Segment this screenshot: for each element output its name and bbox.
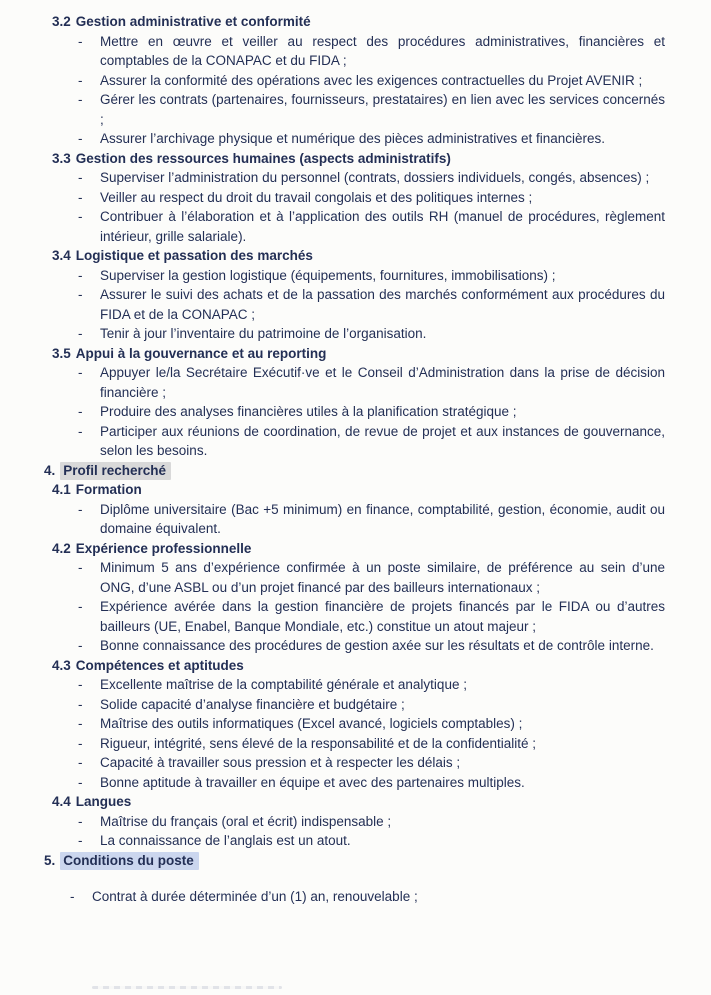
bullet-list — [78, 675, 665, 792]
bullet-dash-marker: - — [78, 638, 83, 653]
bullet-dash-marker: - — [78, 677, 83, 692]
section-title: Appui à la gouvernance et au reporting — [75, 345, 327, 361]
section-number: 4.3 — [52, 657, 71, 673]
section-title: Gestion des ressources humaines (aspects administratifs) — [75, 150, 451, 166]
section-number: 3.3 — [52, 150, 71, 166]
section-number: 5. — [44, 852, 56, 868]
document-section — [52, 149, 665, 247]
section-number: 4.1 — [52, 482, 71, 497]
bullet-item — [78, 402, 665, 422]
bullet-item — [78, 32, 665, 71]
bullet-item — [78, 129, 665, 149]
document-section — [52, 656, 665, 793]
bullet-text: Minimum 5 ans d’expérience confirmée à un poste similaire, de préférence au sein d’une ONG, d’une ASBL ou d’un projet financé par des bailleurs internationaux ; — [100, 560, 665, 595]
section-number: 4. — [44, 462, 56, 478]
bullet-text: Participer aux réunions de coordination, de revue de projet et aux instances de gouvernance, selon les besoins. — [100, 423, 665, 458]
document-section — [44, 461, 665, 481]
section-heading — [52, 246, 665, 266]
bullet-text: Expérience avérée dans la gestion financière de projets financés par le FIDA ou d’autres bailleurs (UE, Enabel, Banque Mondiale, etc.) constitue un atout majeur ; — [100, 599, 665, 634]
bullet-text: Gérer les contrats (partenaires, fournisseurs, prestataires) en lien avec les services concernés ; — [100, 92, 665, 127]
bullet-list — [78, 363, 665, 461]
bullet-dash-marker: - — [78, 501, 83, 517]
section-title: Langues — [75, 794, 132, 809]
document-section — [52, 480, 665, 539]
bullet-text: Assurer le suivi des achats et de la passation des marchés conformément aux procédures du FIDA et de la CONAPAC ; — [100, 287, 665, 322]
section-heading — [52, 12, 665, 32]
section-number: 4.4 — [52, 794, 71, 809]
bullet-dash-marker: - — [78, 755, 83, 770]
bullet-dash-marker: - — [78, 813, 83, 829]
bullet-dash-marker: - — [70, 889, 75, 904]
bullet-text: Maîtrise du français (oral et écrit) indispensable ; — [100, 813, 392, 829]
bullet-text: Rigueur, intégrité, sens élevé de la responsabilité et de la confidentialité ; — [100, 735, 537, 751]
bullet-item — [78, 714, 665, 734]
section-title: Compétences et aptitudes — [75, 657, 244, 673]
bullet-text: Mettre en œuvre et veiller au respect des procédures administratives, financières et comptables de la CONAPAC et du FIDA ; — [100, 33, 665, 68]
bullet-list — [78, 266, 665, 344]
bullet-text: Tenir à jour l’inventaire du patrimoine de l’organisation. — [100, 326, 427, 341]
section-title: Profil recherché — [60, 462, 171, 480]
bullet-item — [78, 812, 665, 832]
section-title: Expérience professionnelle — [75, 540, 252, 556]
section-title: Formation — [75, 482, 142, 497]
bullet-item — [78, 695, 665, 715]
bullet-text: La connaissance de l’anglais est un atout. — [100, 833, 351, 848]
bullet-list — [70, 887, 665, 907]
bullet-dash-marker: - — [78, 716, 83, 731]
bullet-text: Bonne aptitude à travailler en équipe et avec des partenaires multiples. — [100, 774, 525, 790]
bullet-dash-marker: - — [78, 326, 83, 341]
bullet-dash-marker: - — [78, 696, 83, 712]
section-heading — [52, 344, 665, 364]
bullet-item — [78, 734, 665, 754]
document-section — [52, 539, 665, 656]
bullet-item — [78, 285, 665, 324]
section-heading — [44, 461, 665, 481]
section-number: 4.2 — [52, 540, 71, 556]
bullet-dash-marker: - — [78, 774, 83, 790]
bullet-text: Bonne connaissance des procédures de gestion axée sur les résultats et de contrôle interne. — [100, 638, 654, 653]
bullet-item — [78, 207, 665, 246]
section-heading — [52, 149, 665, 169]
bullet-item — [70, 887, 665, 907]
bullet-text: Maîtrise des outils informatiques (Excel avancé, logiciels comptables) ; — [100, 716, 523, 731]
bullet-item — [78, 831, 665, 851]
bullet-item — [78, 753, 665, 773]
section-number: 3.4 — [52, 248, 71, 263]
bullet-item — [78, 324, 665, 344]
bullet-dash-marker: - — [78, 209, 83, 224]
bullet-text: Produire des analyses financières utiles à la planification stratégique ; — [100, 404, 517, 419]
bullet-dash-marker: - — [78, 599, 83, 614]
bullet-text: Diplôme universitaire (Bac +5 minimum) en finance, comptabilité, gestion, économie, audit ou domaine équivalent. — [100, 501, 665, 536]
bullet-dash-marker: - — [78, 170, 83, 185]
cut-off-next-line-artifact — [92, 986, 282, 989]
section-heading — [52, 480, 665, 500]
bullet-dash-marker: - — [78, 423, 83, 439]
document-section — [52, 246, 665, 344]
bullet-list — [78, 32, 665, 149]
section-heading — [52, 656, 665, 676]
bullet-item — [78, 597, 665, 636]
bullet-dash-marker: - — [78, 131, 83, 146]
document-section — [52, 12, 665, 149]
bullet-text: Capacité à travailler sous pression et à respecter les délais ; — [100, 755, 461, 770]
bullet-dash-marker: - — [78, 189, 83, 205]
bullet-item — [78, 636, 665, 656]
bullet-item — [78, 90, 665, 129]
document-section — [44, 851, 665, 907]
section-number: 3.5 — [52, 345, 71, 361]
section-heading — [44, 851, 665, 871]
bullet-item — [78, 558, 665, 597]
bullet-text: Appuyer le/la Secrétaire Exécutif·ve et le Conseil d’Administration dans la prise de décision financière ; — [100, 365, 665, 400]
bullet-text: Veiller au respect du droit du travail congolais et des politiques internes ; — [100, 189, 533, 205]
bullet-dash-marker: - — [78, 33, 83, 49]
section-heading — [52, 792, 665, 812]
bullet-text: Contrat à durée déterminée d’un (1) an, renouvelable ; — [92, 889, 418, 904]
bullet-list — [78, 558, 665, 656]
bullet-item — [78, 422, 665, 461]
section-heading — [52, 539, 665, 559]
bullet-item — [78, 500, 665, 539]
bullet-text: Assurer la conformité des opérations avec les exigences contractuelles du Projet AVENIR ; — [100, 72, 643, 88]
bullet-item — [78, 266, 665, 286]
bullet-item — [78, 363, 665, 402]
bullet-dash-marker: - — [78, 735, 83, 751]
bullet-list — [78, 500, 665, 539]
bullet-dash-marker: - — [78, 365, 83, 380]
section-number: 3.2 — [52, 14, 71, 29]
bullet-dash-marker: - — [78, 560, 83, 575]
document-section — [52, 344, 665, 461]
bullet-text: Solide capacité d’analyse financière et budgétaire ; — [100, 696, 405, 712]
document-section — [52, 792, 665, 851]
bullet-text: Superviser la gestion logistique (équipements, fournitures, immobilisations) ; — [100, 267, 556, 283]
bullet-item — [78, 168, 665, 188]
bullet-text: Excellente maîtrise de la comptabilité générale et analytique ; — [100, 677, 467, 692]
bullet-text: Contribuer à l’élaboration et à l’application des outils RH (manuel de procédures, règlement intérieur, grille salariale). — [100, 209, 665, 244]
bullet-dash-marker: - — [78, 267, 83, 283]
section-title: Conditions du poste — [60, 852, 199, 870]
bullet-item — [78, 188, 665, 208]
bullet-item — [78, 773, 665, 793]
bullet-text: Superviser l’administration du personnel (contrats, dossiers individuels, congés, absences) ; — [100, 170, 650, 185]
bullet-list — [78, 812, 665, 851]
section-title: Gestion administrative et conformité — [75, 14, 311, 29]
bullet-item — [78, 71, 665, 91]
bullet-dash-marker: - — [78, 287, 83, 302]
bullet-item — [78, 675, 665, 695]
bullet-dash-marker: - — [78, 72, 83, 88]
bullet-dash-marker: - — [78, 404, 83, 419]
bullet-list — [78, 168, 665, 246]
bullet-dash-marker: - — [78, 833, 83, 848]
section-title: Logistique et passation des marchés — [75, 248, 313, 263]
bullet-text: Assurer l’archivage physique et numérique des pièces administratives et financières. — [100, 131, 606, 146]
bullet-dash-marker: - — [78, 92, 83, 107]
